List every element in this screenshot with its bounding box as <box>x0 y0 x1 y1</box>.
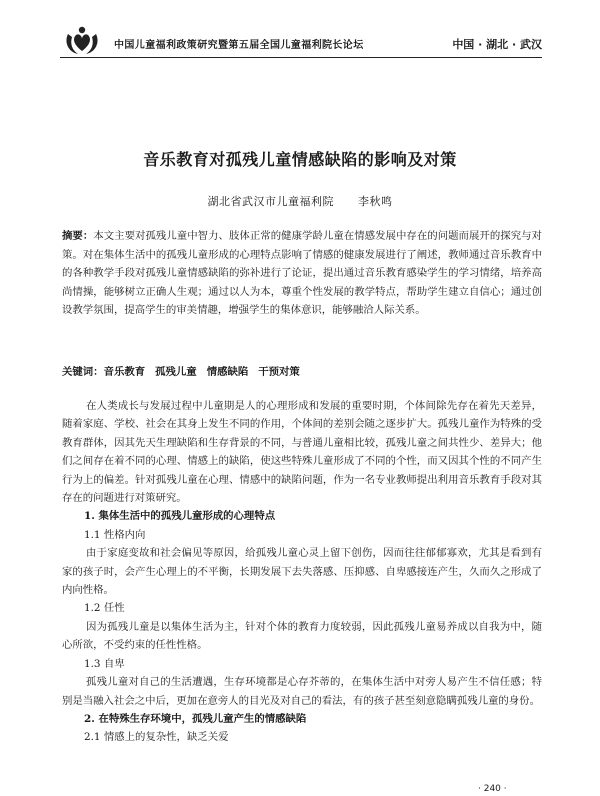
paragraph-1-2: 因为孤残儿童是以集体生活为主，针对个体的教育力度较弱，因此孤残儿童易养成以自我为中，随心所欲，不受约束的任性性格。 <box>62 620 542 652</box>
keyword: 干预对策 <box>258 366 300 378</box>
section-heading-2: 2. 在特殊生存环境中，孤残儿童产生的情感缺陷 <box>84 712 307 725</box>
page-number: · 240 · <box>478 784 507 794</box>
paragraph-1-1: 由于家庭变故和社会偏见等原因，给孤残儿童心灵上留下创伤，因而往往郁郁寡欢，尤其是看到有家的孩子时，会产生心理上的不平衡，长期发展下去失落感、压抑感、自卑感接连产生，久而久之形成了内向性格。 <box>62 547 542 597</box>
keyword: 情感缺陷 <box>206 366 249 378</box>
intro-paragraph: 在人类成长与发展过程中儿童期是人的心理形成和发展的重要时期，个体间除先存在着先天差异，随着家庭、学校、社会在其身上发生不同的作用，个体间的差别会随之逐步扩大。孤残儿童作为特殊的受教育群体，因其先天生理缺陷和生存背景的不同，与普通儿童相比较，孤残儿童之间共性少、差异大；他们之间存在着不同的心理、情感上的缺陷，使这些特殊儿童形成了不同的个性，而又因其个性的不同产生行为上的偏差。针对孤残儿童在心理、情感中的缺陷问题，作为一名专业教师提出利用音乐教育手段对其存在的问题进行对策研究。 <box>62 400 542 505</box>
header-divider <box>60 57 542 58</box>
conference-location: 中国 · 湖北 · 武汉 <box>452 38 542 51</box>
section-heading-1: 1. 集体生活中的孤残儿童形成的心理特点 <box>84 510 276 523</box>
author-affiliation: 湖北省武汉市儿童福利院 <box>207 195 334 208</box>
article-title: 音乐教育对孤残儿童情感缺陷的影响及对策 <box>143 150 457 169</box>
conference-series-title: 中国儿童福利政策研究暨第五届全国儿童福利院长论坛 <box>114 40 364 51</box>
subsection-heading-1-1: 1.1 性格内向 <box>84 528 146 541</box>
abstract-label: 摘要： <box>62 230 94 242</box>
subsection-heading-2-1: 2.1 情感上的复杂性，缺乏关爱 <box>84 731 229 744</box>
subsection-heading-1-3: 1.3 自卑 <box>84 657 125 670</box>
keyword: 孤残儿童 <box>155 366 197 378</box>
byline <box>0 193 600 209</box>
running-header <box>62 30 542 58</box>
author-name: 李秋鸣 <box>358 195 393 208</box>
keywords-label: 关键词： <box>62 366 104 378</box>
conference-logo-icon <box>62 24 102 58</box>
abstract <box>62 227 542 320</box>
abstract-text: 本文主要对孤残儿童中智力、肢体正常的健康学龄儿童在情感发展中存在的问题而展开的探究与对策。对在集体生活中的孤残儿童形成的心理特点影响了情感的健康发展进行了阐述，教师通过音乐教育中的各种教学手段对孤残儿童情感缺陷的弥补进行了论证，提出通过音乐教育感染学生的学习情绪，培养高尚情操，能够树立正确人生观；通过以人为本，尊重个性发展的教学特点，帮助学生建立自信心；通过创设教学氛围，提高学生的审美情趣，增强学生的集体意识，能够融洽人际关系。 <box>62 230 543 316</box>
article-body <box>62 397 542 747</box>
paragraph-1-3: 孤残儿童对自己的生活遭遇，生存环境都是心存芥蒂的，在集体生活中对旁人易产生不信任感；特别是当融入社会之中后，更加在意旁人的目光及对自己的看法，有的孩子甚至刻意隐瞒孤残儿童的身份。 <box>62 676 542 707</box>
subsection-heading-1-2: 1.2 任性 <box>84 602 125 615</box>
keywords <box>62 363 542 378</box>
keyword: 音乐教育 <box>103 366 146 378</box>
